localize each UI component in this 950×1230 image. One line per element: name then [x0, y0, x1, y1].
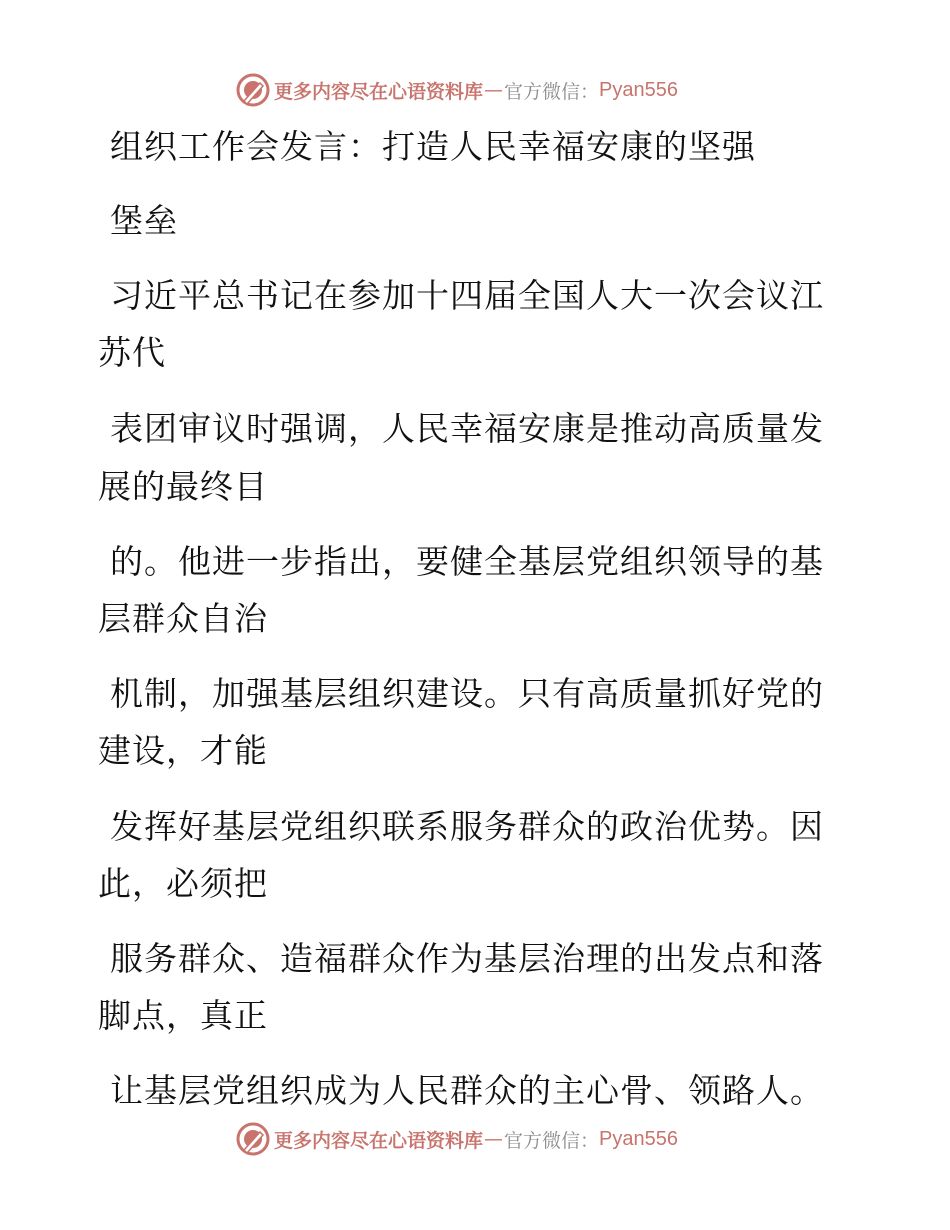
watermark-official: 官方微信：: [504, 80, 600, 103]
paragraph-line: 服务群众、造福群众作为基层治理的出发点和落: [110, 939, 824, 978]
document-title-line-1: 组织工作会发言：打造人民幸福安康的坚强: [110, 127, 756, 166]
paragraph-line: 发挥好基层党组织联系服务群众的政治优势。因: [110, 807, 824, 846]
watermark-brand: 更多内容尽在心语资料库: [274, 80, 484, 103]
paragraph-line: 脚点，真正: [98, 996, 268, 1035]
watermark-id: Pyan556: [599, 78, 678, 101]
watermark-dash: —: [484, 1128, 504, 1150]
watermark-id: Pyan556: [599, 1127, 678, 1150]
document-title-line-2: 堡垒: [110, 201, 178, 240]
watermark-brand: 更多内容尽在心语资料库: [274, 1129, 484, 1152]
paragraph-line: 让基层党组织成为人民群众的主心骨、领路人。: [110, 1071, 824, 1110]
paragraph-line: 苏代: [98, 333, 166, 372]
footer-watermark: [236, 1121, 678, 1157]
paragraph-line: 建设，才能: [98, 731, 268, 770]
pen-logo-icon: [236, 1122, 270, 1156]
paragraph-line: 表团审议时强调，人民幸福安康是推动高质量发: [110, 409, 824, 448]
watermark-official: 官方微信：: [504, 1129, 600, 1152]
paragraph-line: 层群众自治: [98, 599, 268, 638]
paragraph-line: 的。他进一步指出，要健全基层党组织领导的基: [110, 542, 824, 581]
paragraph-line: 此，必须把: [98, 864, 268, 903]
paragraph-line: 机制，加强基层组织建设。只有高质量抓好党的: [110, 674, 824, 713]
paragraph-line: 展的最终目: [98, 467, 268, 506]
paragraph-line: 习近平总书记在参加十四届全国人大一次会议江: [110, 276, 824, 315]
pen-logo-icon: [236, 73, 270, 107]
watermark-dash: —: [484, 79, 504, 101]
header-watermark: [236, 72, 678, 108]
